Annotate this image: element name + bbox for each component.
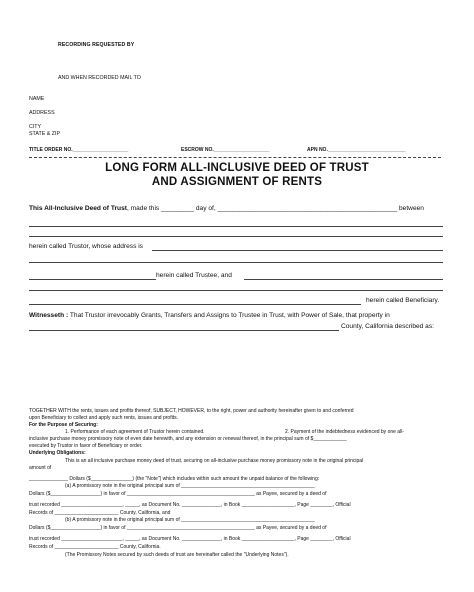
address-label: ADDRESS [29,110,55,116]
together-line-2: upon Beneficiary to collect and apply such rents, issues and profits. [29,415,178,421]
mail-to-label: AND WHEN RECORDED MAIL TO [58,75,141,81]
trustor-address-line-1[interactable] [152,250,443,251]
note-a-line-3: trust recorded ______________________, _____, as Document No. ______________, in Book ___________________, Page ________, Official [29,502,351,508]
underlying-line-2: amount of [29,465,52,471]
deed-intro-line [29,205,424,212]
witnesseth-bold: Witnesseth : [29,312,69,319]
underlying-heading: Underlying Obligations: [29,450,86,456]
note-a-line-1: (a) A promissory note in the original principal sum of ________________________________________________ [65,483,315,489]
note-a-line-4: Records of _______________________ County, California, and [29,510,171,516]
note-b-line-3: trust recorded ______________________, _____, as Document No. ______________, in Book ___________________, Page ________, Official [29,536,351,542]
note-b-line-4: Records of _______________________ County, California. [29,544,161,550]
document-title-line2: AND ASSIGNMENT OF RENTS [151,176,323,188]
county-label: County, California described as: [341,323,434,330]
note-a-line-2: Dollars ($__________________) in favor of ______________________________________________ as Payee, secured by a deed of [29,491,327,497]
deed-intro-rest: , made this _________ day of, _________________________________________________ between [126,205,424,212]
document-title-line1: LONG FORM ALL-INCLUSIVE DEED OF TRUST [105,162,369,174]
note-b-line-2: Dollars ($__________________) in favor of ______________________________________________ as Payee, secured by a deed of [29,525,327,531]
header-divider [29,157,441,158]
underlying-line-3: ______________ Dollars ($_______________) (the "Note") which includes within such amount the unpaid balance of the following: [29,476,320,482]
underlying-notes-definition: (The Promissory Notes secured by such deeds of trust are hereinafter called the "Underlying Notes"). [65,552,289,558]
apn-field[interactable]: APN NO.____________________________ [307,147,406,153]
together-line-1: TOGETHER WITH the rents, issues and profits thereof, SUBJECT, HOWEVER, to the right, power and authority hereinafter given to and conferred [29,408,354,414]
escrow-field[interactable]: ESCROW NO.____________________ [181,147,270,153]
beneficiary-name-line[interactable] [29,304,361,305]
title-order-field[interactable]: TITLE ORDER NO.____________________ [29,147,129,153]
beneficiary-line-1[interactable] [29,290,443,291]
trustee-line-right[interactable] [244,279,443,280]
between-party-line-2[interactable] [29,236,443,237]
securing-item-2-start: 2. Payment of the indebtedness evidenced by one all- [285,429,404,435]
trustor-address-line-2[interactable] [29,262,443,263]
securing-item-2-middle: inclusive purchase money promissory note of even date herewith, and any extension or renewal thereof, in the principal sum of $____________ [29,436,347,442]
recording-requested-label: RECORDING REQUESTED BY [58,42,135,48]
witnesseth-line [29,312,390,319]
securing-item-1: 1. Performance of each agreement of Trustor herein contained. [65,429,205,435]
note-b-line-1: (b) A promissory note in the original principal sum of ________________________________________________ [65,517,315,523]
between-party-line-1[interactable] [29,226,443,227]
state-zip-label: STATE & ZIP [29,131,60,137]
trustee-name-line[interactable] [29,279,156,280]
trustee-label: herein called Trustee, and [156,272,232,279]
name-label: NAME [29,96,45,102]
beneficiary-label: herein called Beneficiary. [366,297,440,304]
securing-item-2-end: executed by Trustor in favor of Beneficiary or order. [29,443,143,449]
deed-intro-bold: This All-Inclusive Deed of Trust [29,205,127,212]
county-name-line[interactable] [29,330,339,331]
underlying-line-1: This is an all inclusive purchase money deed of trust, securing on all-inclusive purchase money promissory note in the original principal [65,458,364,464]
trustor-address-label: herein called Trustor, whose address is [29,243,143,250]
city-label: CITY [29,124,42,130]
witnesseth-rest: That Trustor irrevocably Grants, Transfers and Assigns to Trustee in Trust, with Power of Sale, that property in [69,312,390,319]
securing-heading: For the Purpose of Securing: [29,422,98,428]
